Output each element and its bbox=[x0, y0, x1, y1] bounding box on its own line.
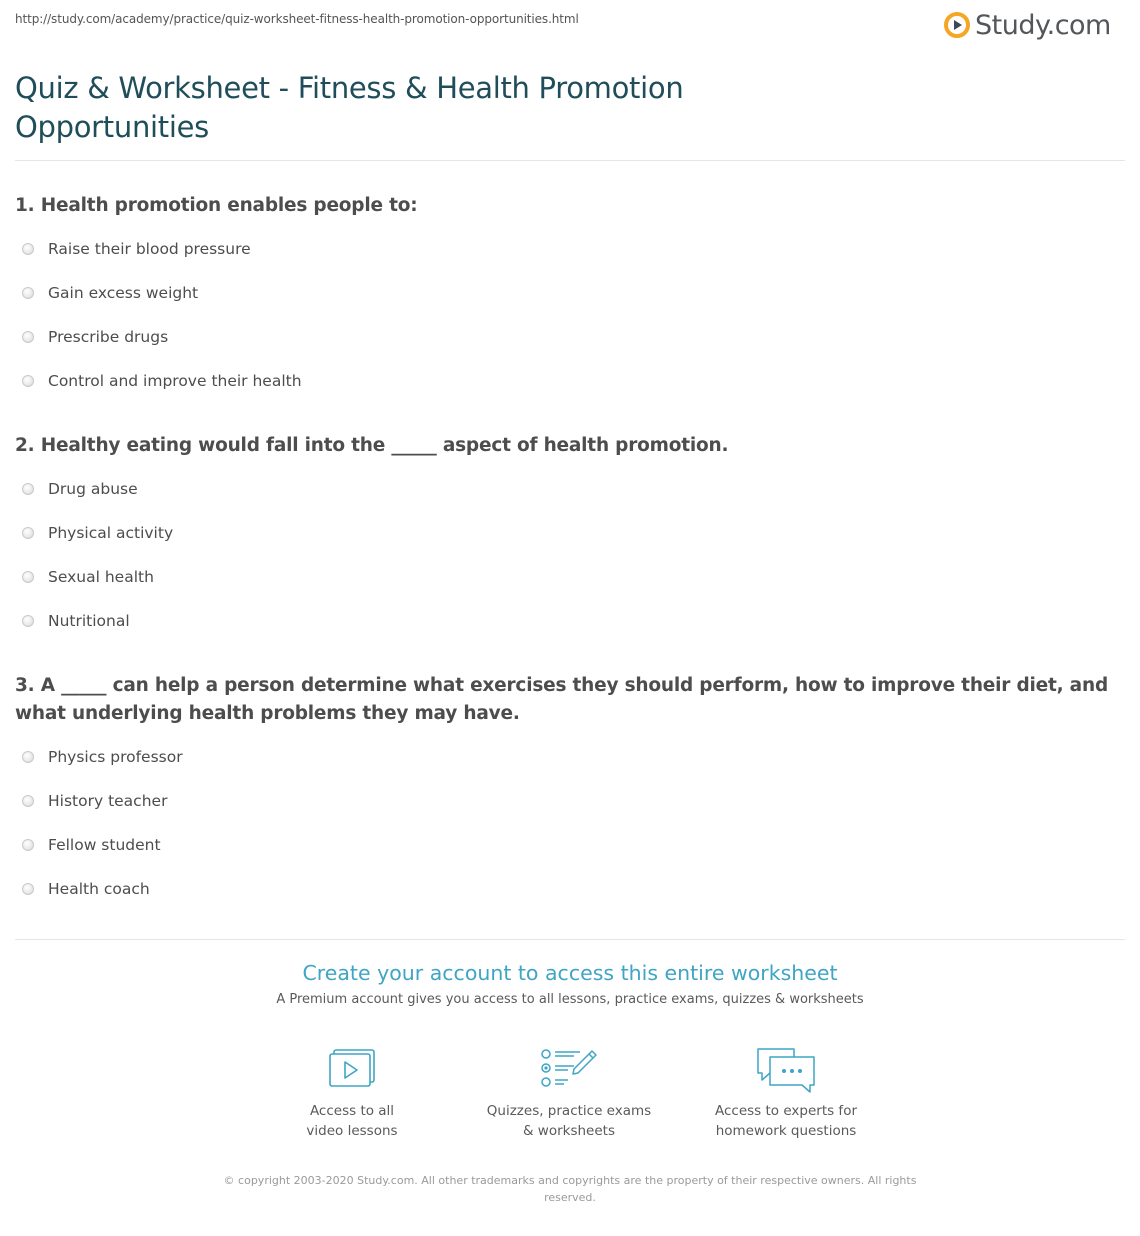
answer-option[interactable] bbox=[22, 555, 173, 599]
answer-label: Gain excess weight bbox=[48, 284, 199, 302]
study-logo[interactable] bbox=[944, 8, 1111, 42]
answer-option[interactable] bbox=[22, 735, 183, 779]
answer-label: Sexual health bbox=[48, 568, 154, 586]
feature-experts bbox=[686, 1045, 886, 1141]
radio-button[interactable] bbox=[22, 527, 34, 539]
answer-option[interactable] bbox=[22, 823, 183, 867]
quiz-checklist-icon bbox=[540, 1048, 598, 1092]
radio-button[interactable] bbox=[22, 375, 34, 387]
radio-button[interactable] bbox=[22, 751, 34, 763]
video-lessons-icon bbox=[326, 1048, 378, 1092]
answer-label: Raise their blood pressure bbox=[48, 240, 251, 258]
title-divider bbox=[15, 160, 1125, 161]
question-2: 2. Healthy eating would fall into the _____ aspect of health promotion. bbox=[15, 435, 729, 456]
radio-button[interactable] bbox=[22, 615, 34, 627]
answer-label: Control and improve their health bbox=[48, 372, 302, 390]
answer-label: Drug abuse bbox=[48, 480, 138, 498]
radio-button[interactable] bbox=[22, 571, 34, 583]
feature-label: Access to all video lessons bbox=[306, 1103, 398, 1139]
answer-list-1 bbox=[22, 227, 302, 403]
radio-button[interactable] bbox=[22, 287, 34, 299]
answer-option[interactable] bbox=[22, 779, 183, 823]
answer-option[interactable] bbox=[22, 271, 302, 315]
feature-quizzes bbox=[469, 1045, 669, 1141]
feature-label: Quizzes, practice exams & worksheets bbox=[486, 1103, 652, 1139]
answer-option[interactable] bbox=[22, 867, 183, 911]
radio-button[interactable] bbox=[22, 795, 34, 807]
answer-option[interactable] bbox=[22, 227, 302, 271]
question-3: 3. A _____ can help a person determine what exercises they should perform, how to improve their diet, and what underlying health problems they may have. bbox=[15, 675, 1108, 724]
answer-label: Prescribe drugs bbox=[48, 328, 169, 346]
answer-label: Nutritional bbox=[48, 612, 130, 630]
radio-button[interactable] bbox=[22, 483, 34, 495]
answer-list-3 bbox=[22, 735, 183, 911]
answer-label: Physical activity bbox=[48, 524, 174, 542]
page-url: http://study.com/academy/practice/quiz-worksheet-fitness-health-promotion-opportunities.html bbox=[15, 12, 579, 26]
answer-option[interactable] bbox=[22, 599, 173, 643]
answer-option[interactable] bbox=[22, 511, 173, 555]
question-1: 1. Health promotion enables people to: bbox=[15, 195, 418, 216]
feature-label: Access to experts for homework questions bbox=[714, 1103, 857, 1139]
copyright-notice: © copyright 2003-2020 Study.com. All other trademarks and copyrights are the property of their respective owners. All rights reserved. bbox=[223, 1174, 917, 1204]
radio-button[interactable] bbox=[22, 839, 34, 851]
create-account-link[interactable]: Create your account to access this entire worksheet bbox=[302, 961, 838, 985]
logo-text: Study.com bbox=[975, 9, 1111, 41]
answer-label: History teacher bbox=[48, 792, 168, 810]
radio-button[interactable] bbox=[22, 883, 34, 895]
page-title: Quiz & Worksheet - Fitness & Health Promotion Opportunities bbox=[15, 71, 684, 144]
answer-option[interactable] bbox=[22, 359, 302, 403]
answer-list-2 bbox=[22, 467, 173, 643]
chat-bubbles-icon bbox=[754, 1047, 818, 1093]
cta-divider bbox=[15, 939, 1125, 940]
answer-label: Physics professor bbox=[48, 748, 183, 766]
radio-button[interactable] bbox=[22, 243, 34, 255]
radio-button[interactable] bbox=[22, 331, 34, 343]
feature-video-lessons bbox=[252, 1045, 452, 1141]
answer-label: Health coach bbox=[48, 880, 150, 898]
answer-option[interactable] bbox=[22, 467, 173, 511]
cta-subtitle: A Premium account gives you access to all lessons, practice exams, quizzes & worksheets bbox=[276, 992, 864, 1007]
play-circle-logo-icon bbox=[944, 12, 970, 38]
answer-option[interactable] bbox=[22, 315, 302, 359]
answer-label: Fellow student bbox=[48, 836, 161, 854]
